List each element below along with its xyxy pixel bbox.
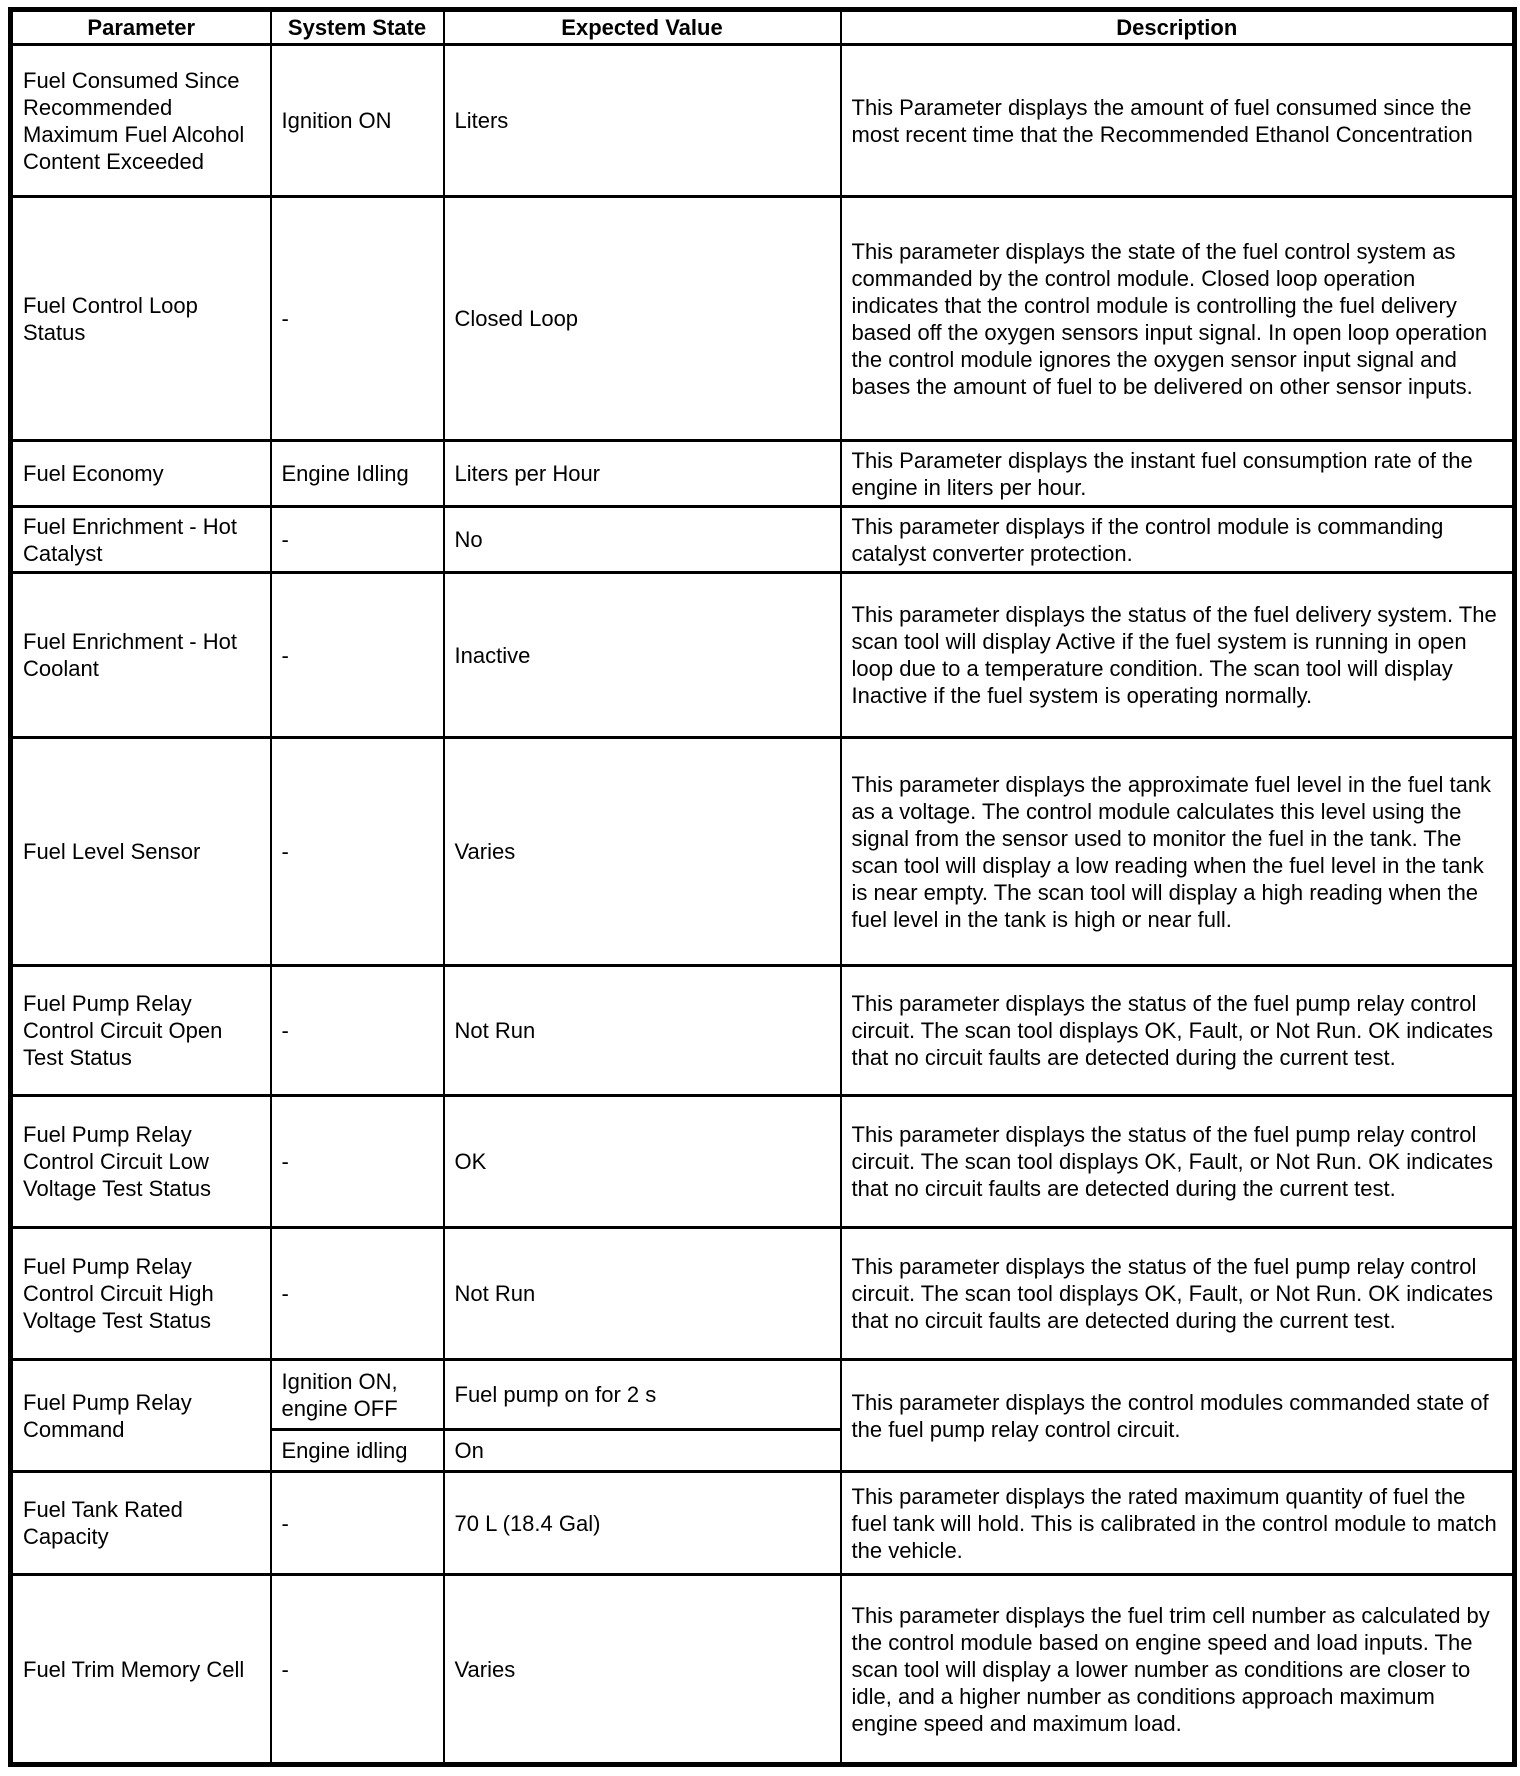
description-cell: This parameter displays the approximate fuel level in the fuel tank as a voltage. The control module calculates this level using the signal from the sensor used to monitor the fuel in the tank. The scan tool will display a low reading when the fuel level in the tank is near empty. The scan tool will display a high reading when the fuel level in the tank is high or near full. — [841, 738, 1515, 966]
expected-value-cell: Liters per Hour — [444, 441, 841, 507]
parameter-cell: Fuel Consumed Since Recommended Maximum Fuel Alcohol Content Exceeded — [11, 45, 271, 197]
column-header-description: Description — [841, 10, 1515, 45]
parameter-cell: Fuel Control Loop Status — [11, 197, 271, 441]
table-row — [11, 507, 1515, 573]
system-state-cell: - — [271, 966, 444, 1096]
description-cell: This parameter displays the state of the fuel control system as commanded by the control module. Closed loop operation indicates that the control module is controlling the fuel delivery based off the oxygen sensors input signal. In open loop operation the control module ignores the oxygen sensor input signal and bases the amount of fuel to be delivered on other sensor inputs. — [841, 197, 1515, 441]
description-cell: This Parameter displays the instant fuel consumption rate of the engine in liters per hour. — [841, 441, 1515, 507]
expected-value-cell: OK — [444, 1096, 841, 1228]
description-cell: This parameter displays the fuel trim cell number as calculated by the control module based on engine speed and load inputs. The scan tool will display a lower number as conditions are closer to idle, and a higher number as conditions approach maximum engine speed and maximum load. — [841, 1575, 1515, 1765]
table-row — [11, 966, 1515, 1096]
parameter-cell: Fuel Level Sensor — [11, 738, 271, 966]
parameter-cell: Fuel Pump Relay Control Circuit High Voltage Test Status — [11, 1228, 271, 1360]
table-row — [11, 1360, 1515, 1430]
expected-value-cell: Not Run — [444, 1228, 841, 1360]
system-state-cell: Ignition ON — [271, 45, 444, 197]
description-cell: This parameter displays the status of the fuel pump relay control circuit. The scan tool displays OK, Fault, or Not Run. OK indicates that no circuit faults are detected during the current test. — [841, 966, 1515, 1096]
table-row — [11, 573, 1515, 738]
expected-value-cell: Liters — [444, 45, 841, 197]
column-header-system-state: System State — [271, 10, 444, 45]
system-state-cell: - — [271, 1472, 444, 1575]
description-cell: This parameter displays if the control module is commanding catalyst converter protection. — [841, 507, 1515, 573]
column-header-expected-value: Expected Value — [444, 10, 841, 45]
parameter-cell: Fuel Enrichment - Hot Catalyst — [11, 507, 271, 573]
expected-value-cell: Varies — [444, 1575, 841, 1765]
table-row — [11, 45, 1515, 197]
table-row — [11, 1228, 1515, 1360]
system-state-cell: - — [271, 507, 444, 573]
table-row — [11, 197, 1515, 441]
expected-value-cell: Varies — [444, 738, 841, 966]
system-state-cell: - — [271, 197, 444, 441]
expected-value-cell: Fuel pump on for 2 s — [444, 1360, 841, 1430]
parameter-cell: Fuel Enrichment - Hot Coolant — [11, 573, 271, 738]
description-cell: This parameter displays the control modules commanded state of the fuel pump relay control circuit. — [841, 1360, 1515, 1472]
expected-value-cell: 70 L (18.4 Gal) — [444, 1472, 841, 1575]
table-row — [11, 738, 1515, 966]
parameter-data-table — [8, 7, 1517, 1767]
parameter-cell: Fuel Trim Memory Cell — [11, 1575, 271, 1765]
parameter-cell: Fuel Pump Relay Control Circuit Low Voltage Test Status — [11, 1096, 271, 1228]
expected-value-cell: Not Run — [444, 966, 841, 1096]
system-state-cell: Engine Idling — [271, 441, 444, 507]
system-state-cell: - — [271, 573, 444, 738]
expected-value-cell: No — [444, 507, 841, 573]
parameter-cell: Fuel Pump Relay Control Circuit Open Test Status — [11, 966, 271, 1096]
table-row — [11, 1472, 1515, 1575]
system-state-cell: - — [271, 738, 444, 966]
parameter-cell: Fuel Tank Rated Capacity — [11, 1472, 271, 1575]
expected-value-cell: On — [444, 1430, 841, 1472]
system-state-cell: - — [271, 1096, 444, 1228]
description-cell: This parameter displays the rated maximum quantity of fuel the fuel tank will hold. This is calibrated in the control module to match the vehicle. — [841, 1472, 1515, 1575]
system-state-cell: Ignition ON, engine OFF — [271, 1360, 444, 1430]
description-cell: This parameter displays the status of the fuel pump relay control circuit. The scan tool displays OK, Fault, or Not Run. OK indicates that no circuit faults are detected during the current test. — [841, 1096, 1515, 1228]
table-row — [11, 1096, 1515, 1228]
system-state-cell: Engine idling — [271, 1430, 444, 1472]
description-cell: This Parameter displays the amount of fuel consumed since the most recent time that the Recommended Ethanol Concentration — [841, 45, 1515, 197]
parameter-cell: Fuel Pump Relay Command — [11, 1360, 271, 1472]
system-state-cell: - — [271, 1228, 444, 1360]
expected-value-cell: Closed Loop — [444, 197, 841, 441]
system-state-cell: - — [271, 1575, 444, 1765]
description-cell: This parameter displays the status of the fuel pump relay control circuit. The scan tool displays OK, Fault, or Not Run. OK indicates that no circuit faults are detected during the current test. — [841, 1228, 1515, 1360]
table-header-row — [11, 10, 1515, 45]
parameter-cell: Fuel Economy — [11, 441, 271, 507]
table-row — [11, 441, 1515, 507]
column-header-parameter: Parameter — [11, 10, 271, 45]
table-row — [11, 1575, 1515, 1765]
expected-value-cell: Inactive — [444, 573, 841, 738]
description-cell: This parameter displays the status of the fuel delivery system. The scan tool will display Active if the fuel system is running in open loop due to a temperature condition. The scan tool will display Inactive if the fuel system is operating normally. — [841, 573, 1515, 738]
